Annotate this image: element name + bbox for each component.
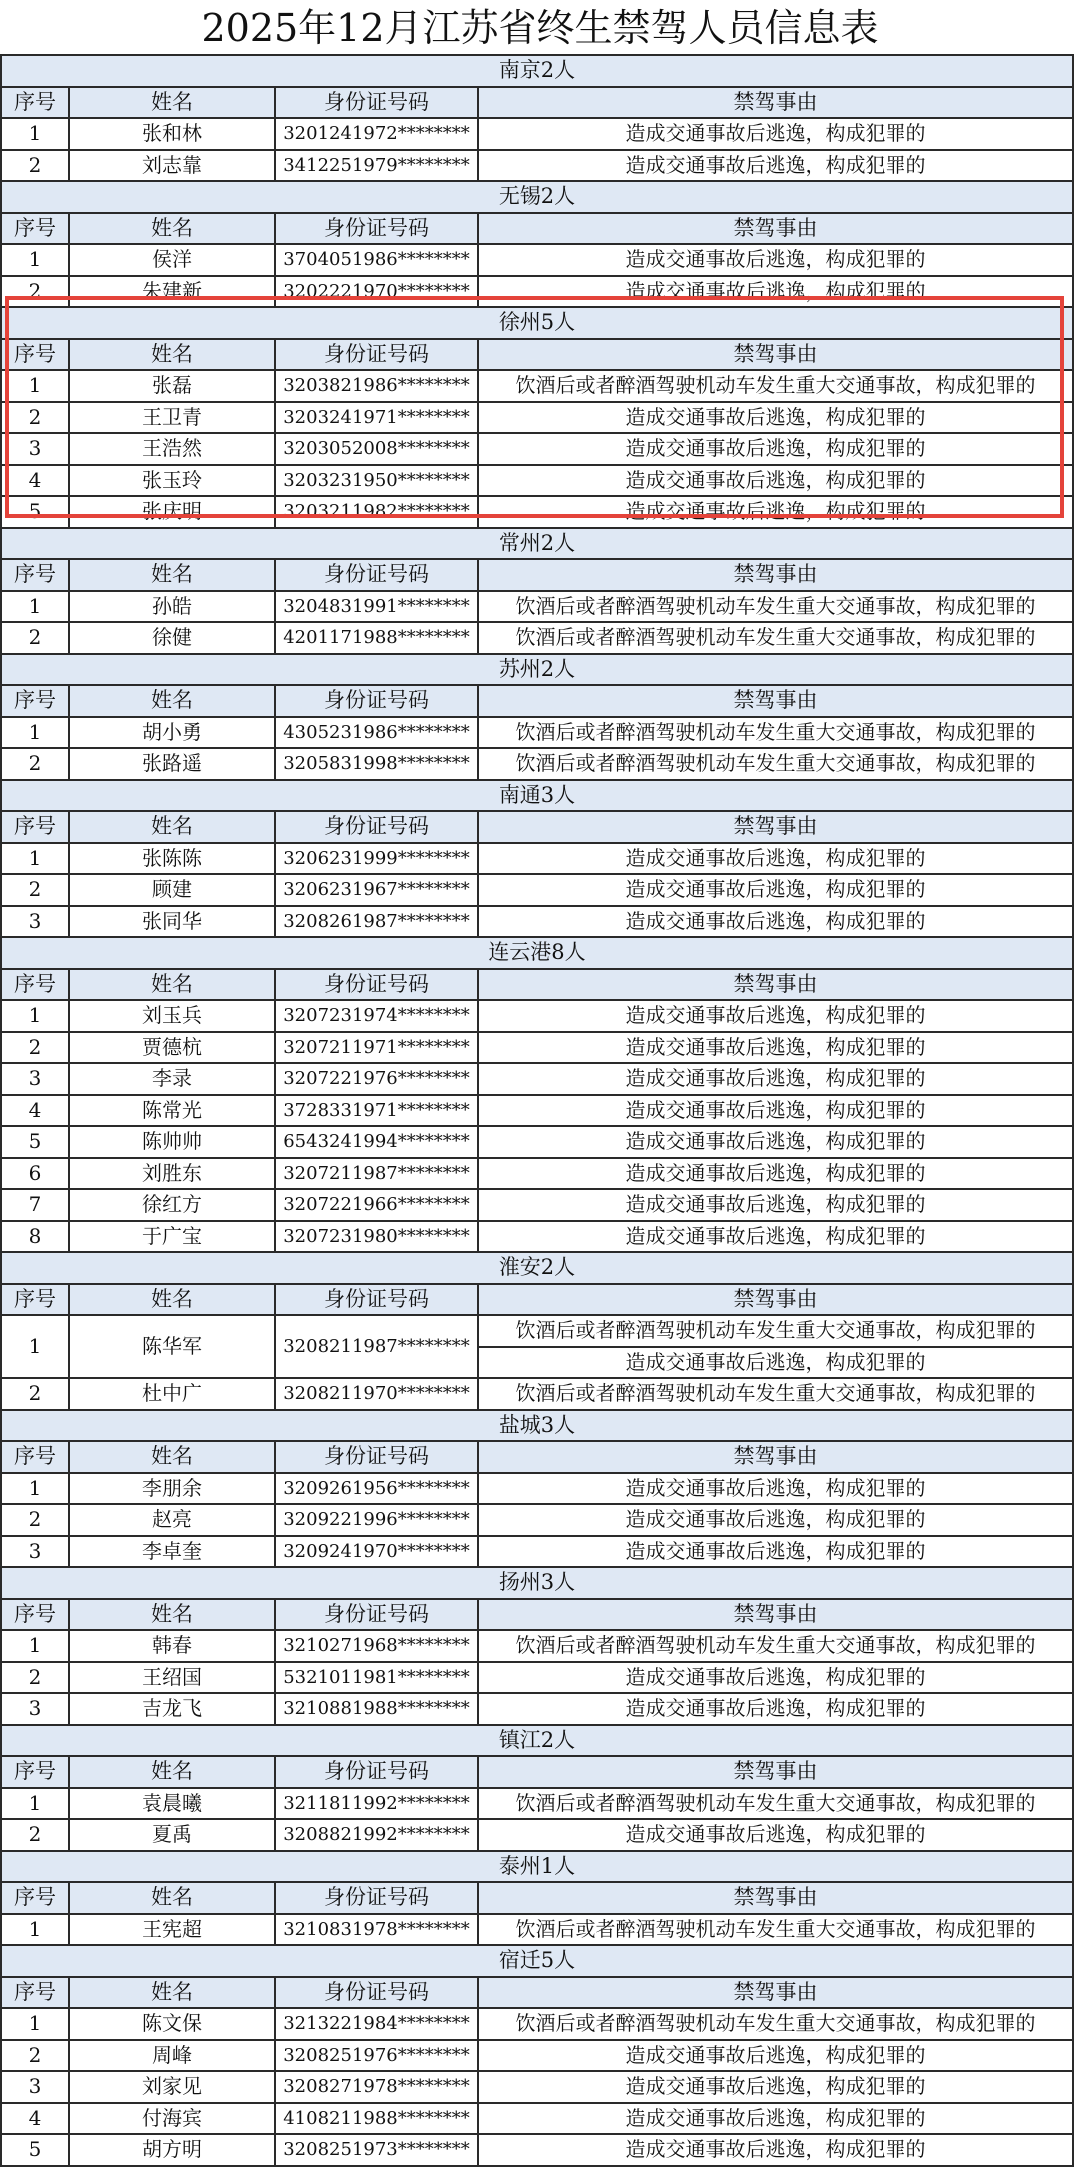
header-name: 姓名	[69, 87, 275, 119]
reason-cell: 造成交通事故后逃逸，构成犯罪的	[478, 496, 1073, 528]
city-header: 连云港8人	[1, 937, 1073, 969]
id-cell: 4305231986********	[275, 717, 478, 749]
header-reason: 禁驾事由	[478, 87, 1073, 119]
table-row	[1, 1158, 1073, 1190]
serial-cell: 7	[1, 1189, 69, 1221]
serial-cell: 1	[1, 1473, 69, 1505]
reason-cell: 造成交通事故后逃逸，构成犯罪的	[478, 1504, 1073, 1536]
city-row	[1, 1725, 1073, 1757]
header-serial: 序号	[1, 1756, 69, 1788]
name-cell: 孙皓	[69, 591, 275, 623]
name-cell: 李朋余	[69, 1473, 275, 1505]
serial-cell: 2	[1, 1662, 69, 1694]
reason-cell: 饮酒后或者醉酒驾驶机动车发生重大交通事故，构成犯罪的	[478, 370, 1073, 402]
id-cell: 3203052008********	[275, 433, 478, 465]
reason-cell: 造成交通事故后逃逸，构成犯罪的	[478, 1662, 1073, 1694]
name-cell: 王宪超	[69, 1914, 275, 1946]
table-row	[1, 717, 1073, 749]
id-cell: 3203211982********	[275, 496, 478, 528]
header-reason: 禁驾事由	[478, 685, 1073, 717]
header-name: 姓名	[69, 213, 275, 245]
serial-cell: 3	[1, 433, 69, 465]
header-id-number: 身份证号码	[275, 1756, 478, 1788]
header-name: 姓名	[69, 1882, 275, 1914]
name-cell: 胡方明	[69, 2134, 275, 2166]
reason-cell: 饮酒后或者醉酒驾驶机动车发生重大交通事故，构成犯罪的	[478, 1378, 1073, 1410]
reason-cell: 造成交通事故后逃逸，构成犯罪的	[478, 1000, 1073, 1032]
table-row	[1, 1032, 1073, 1064]
id-cell: 3208251976********	[275, 2040, 478, 2072]
name-cell: 张路遥	[69, 748, 275, 780]
id-cell: 4201171988********	[275, 622, 478, 654]
city-row	[1, 1945, 1073, 1977]
city-header: 无锡2人	[1, 181, 1073, 213]
id-cell: 3207231974********	[275, 1000, 478, 1032]
id-cell: 3203241971********	[275, 402, 478, 434]
name-cell: 张磊	[69, 370, 275, 402]
header-name: 姓名	[69, 811, 275, 843]
reason-cell: 饮酒后或者醉酒驾驶机动车发生重大交通事故，构成犯罪的	[478, 1630, 1073, 1662]
serial-cell: 1	[1, 244, 69, 276]
name-cell: 陈文保	[69, 2008, 275, 2040]
name-cell: 张同华	[69, 906, 275, 938]
reason-cell: 造成交通事故后逃逸，构成犯罪的	[478, 2040, 1073, 2072]
serial-cell: 1	[1, 1788, 69, 1820]
table-row	[1, 1630, 1073, 1662]
city-row	[1, 780, 1073, 812]
header-name: 姓名	[69, 685, 275, 717]
serial-cell: 4	[1, 2103, 69, 2135]
id-cell: 3207211971********	[275, 1032, 478, 1064]
header-id-number: 身份证号码	[275, 1882, 478, 1914]
ban-table-wrapper	[0, 54, 1074, 2167]
header-reason: 禁驾事由	[478, 1977, 1073, 2009]
city-row	[1, 1410, 1073, 1442]
column-header-row	[1, 87, 1073, 119]
reason-cell: 饮酒后或者醉酒驾驶机动车发生重大交通事故，构成犯罪的	[478, 622, 1073, 654]
id-cell: 5321011981********	[275, 1662, 478, 1694]
header-reason: 禁驾事由	[478, 339, 1073, 371]
column-header-row	[1, 1599, 1073, 1631]
name-cell: 刘胜东	[69, 1158, 275, 1190]
city-row	[1, 1567, 1073, 1599]
reason-cell: 饮酒后或者醉酒驾驶机动车发生重大交通事故，构成犯罪的	[478, 1788, 1073, 1820]
header-serial: 序号	[1, 213, 69, 245]
reason-cell: 造成交通事故后逃逸，构成犯罪的	[478, 1189, 1073, 1221]
name-cell: 张玉玲	[69, 465, 275, 497]
name-cell: 张和林	[69, 118, 275, 150]
name-cell: 王浩然	[69, 433, 275, 465]
header-serial: 序号	[1, 1882, 69, 1914]
city-header: 徐州5人	[1, 307, 1073, 339]
name-cell: 刘家见	[69, 2071, 275, 2103]
header-serial: 序号	[1, 1599, 69, 1631]
header-serial: 序号	[1, 969, 69, 1001]
table-row	[1, 370, 1073, 402]
header-name: 姓名	[69, 969, 275, 1001]
name-cell: 张陈陈	[69, 843, 275, 875]
name-cell: 韩春	[69, 1630, 275, 1662]
name-cell: 杜中广	[69, 1378, 275, 1410]
city-row	[1, 307, 1073, 339]
column-header-row	[1, 1284, 1073, 1316]
reason-cell: 造成交通事故后逃逸，构成犯罪的	[478, 1221, 1073, 1253]
id-cell: 3209261956********	[275, 1473, 478, 1505]
reason-cell: 造成交通事故后逃逸，构成犯罪的	[478, 843, 1073, 875]
header-id-number: 身份证号码	[275, 559, 478, 591]
name-cell: 王绍国	[69, 1662, 275, 1694]
city-row	[1, 181, 1073, 213]
city-row	[1, 654, 1073, 686]
name-cell: 侯洋	[69, 244, 275, 276]
header-id-number: 身份证号码	[275, 811, 478, 843]
reason-cell: 造成交通事故后逃逸，构成犯罪的	[478, 465, 1073, 497]
serial-cell: 1	[1, 1914, 69, 1946]
id-cell: 3210881988********	[275, 1693, 478, 1725]
name-cell: 刘玉兵	[69, 1000, 275, 1032]
city-row	[1, 55, 1073, 87]
name-cell: 夏禹	[69, 1819, 275, 1851]
header-serial: 序号	[1, 811, 69, 843]
name-cell: 徐健	[69, 622, 275, 654]
name-cell: 陈常光	[69, 1095, 275, 1127]
serial-cell: 2	[1, 1819, 69, 1851]
table-row	[1, 1504, 1073, 1536]
id-cell: 3209221996********	[275, 1504, 478, 1536]
header-serial: 序号	[1, 1441, 69, 1473]
column-header-row	[1, 685, 1073, 717]
id-cell: 3206231967********	[275, 874, 478, 906]
reason-cell: 造成交通事故后逃逸，构成犯罪的	[478, 276, 1073, 308]
header-name: 姓名	[69, 339, 275, 371]
column-header-row	[1, 1882, 1073, 1914]
table-row	[1, 1095, 1073, 1127]
name-cell: 陈华军	[69, 1315, 275, 1378]
id-cell: 3201241972********	[275, 118, 478, 150]
serial-cell: 1	[1, 1630, 69, 1662]
reason-cell: 饮酒后或者醉酒驾驶机动车发生重大交通事故，构成犯罪的	[478, 1914, 1073, 1946]
header-id-number: 身份证号码	[275, 685, 478, 717]
table-row	[1, 906, 1073, 938]
table-row	[1, 1000, 1073, 1032]
serial-cell: 2	[1, 1032, 69, 1064]
table-row	[1, 1221, 1073, 1253]
city-header: 镇江2人	[1, 1725, 1073, 1757]
name-cell: 李录	[69, 1063, 275, 1095]
column-header-row	[1, 811, 1073, 843]
ban-table	[0, 54, 1074, 2167]
column-header-row	[1, 339, 1073, 371]
reason-cell: 造成交通事故后逃逸，构成犯罪的	[478, 1536, 1073, 1568]
table-row	[1, 2008, 1073, 2040]
table-row	[1, 2071, 1073, 2103]
header-id-number: 身份证号码	[275, 969, 478, 1001]
id-cell: 3202221970********	[275, 276, 478, 308]
column-header-row	[1, 1756, 1073, 1788]
serial-cell: 2	[1, 1378, 69, 1410]
reason-cell: 造成交通事故后逃逸，构成犯罪的	[478, 2103, 1073, 2135]
table-row	[1, 2040, 1073, 2072]
id-cell: 3210271968********	[275, 1630, 478, 1662]
serial-cell: 6	[1, 1158, 69, 1190]
table-row	[1, 402, 1073, 434]
header-id-number: 身份证号码	[275, 1599, 478, 1631]
table-row	[1, 843, 1073, 875]
header-serial: 序号	[1, 87, 69, 119]
header-serial: 序号	[1, 559, 69, 591]
column-header-row	[1, 969, 1073, 1001]
table-row	[1, 1788, 1073, 1820]
header-serial: 序号	[1, 339, 69, 371]
name-cell: 王卫青	[69, 402, 275, 434]
name-cell: 胡小勇	[69, 717, 275, 749]
id-cell: 3207231980********	[275, 1221, 478, 1253]
id-cell: 3208211970********	[275, 1378, 478, 1410]
id-cell: 3728331971********	[275, 1095, 478, 1127]
table-row	[1, 622, 1073, 654]
table-row	[1, 1126, 1073, 1158]
reason-cell: 造成交通事故后逃逸，构成犯罪的	[478, 2134, 1073, 2166]
header-name: 姓名	[69, 1441, 275, 1473]
reason-cell: 饮酒后或者醉酒驾驶机动车发生重大交通事故，构成犯罪的	[478, 591, 1073, 623]
serial-cell: 2	[1, 276, 69, 308]
column-header-row	[1, 213, 1073, 245]
serial-cell: 2	[1, 150, 69, 182]
id-cell: 3211811992********	[275, 1788, 478, 1820]
table-row	[1, 1662, 1073, 1694]
table-row	[1, 591, 1073, 623]
id-cell: 3213221984********	[275, 2008, 478, 2040]
reason-cell: 造成交通事故后逃逸，构成犯罪的	[478, 244, 1073, 276]
serial-cell: 1	[1, 1315, 69, 1378]
serial-cell: 2	[1, 748, 69, 780]
reason-cell: 造成交通事故后逃逸，构成犯罪的	[478, 2071, 1073, 2103]
serial-cell: 5	[1, 496, 69, 528]
table-row	[1, 874, 1073, 906]
table-row	[1, 1914, 1073, 1946]
city-row	[1, 1252, 1073, 1284]
header-reason: 禁驾事由	[478, 1441, 1073, 1473]
table-row	[1, 118, 1073, 150]
table-row	[1, 1473, 1073, 1505]
serial-cell: 2	[1, 402, 69, 434]
table-row	[1, 1063, 1073, 1095]
reason-cell: 造成交通事故后逃逸，构成犯罪的	[478, 1473, 1073, 1505]
serial-cell: 1	[1, 1000, 69, 1032]
id-cell: 3208821992********	[275, 1819, 478, 1851]
header-reason: 禁驾事由	[478, 1882, 1073, 1914]
table-row	[1, 1315, 1073, 1347]
name-cell: 周峰	[69, 2040, 275, 2072]
id-cell: 6543241994********	[275, 1126, 478, 1158]
table-row	[1, 150, 1073, 182]
serial-cell: 1	[1, 2008, 69, 2040]
serial-cell: 8	[1, 1221, 69, 1253]
header-reason: 禁驾事由	[478, 559, 1073, 591]
table-row	[1, 496, 1073, 528]
reason-cell: 造成交通事故后逃逸，构成犯罪的	[478, 402, 1073, 434]
id-cell: 4108211988********	[275, 2103, 478, 2135]
table-row	[1, 1189, 1073, 1221]
table-row	[1, 1819, 1073, 1851]
id-cell: 3412251979********	[275, 150, 478, 182]
table-row	[1, 1693, 1073, 1725]
header-serial: 序号	[1, 1284, 69, 1316]
name-cell: 徐红方	[69, 1189, 275, 1221]
id-cell: 3210831978********	[275, 1914, 478, 1946]
table-row	[1, 1536, 1073, 1568]
serial-cell: 3	[1, 906, 69, 938]
id-cell: 3203821986********	[275, 370, 478, 402]
city-header: 盐城3人	[1, 1410, 1073, 1442]
city-header: 淮安2人	[1, 1252, 1073, 1284]
name-cell: 朱建新	[69, 276, 275, 308]
city-header: 泰州1人	[1, 1851, 1073, 1883]
city-header: 常州2人	[1, 528, 1073, 560]
serial-cell: 5	[1, 2134, 69, 2166]
reason-cell: 饮酒后或者醉酒驾驶机动车发生重大交通事故，构成犯罪的	[478, 2008, 1073, 2040]
serial-cell: 5	[1, 1126, 69, 1158]
id-cell: 3207221966********	[275, 1189, 478, 1221]
serial-cell: 1	[1, 118, 69, 150]
serial-cell: 3	[1, 1063, 69, 1095]
id-cell: 3704051986********	[275, 244, 478, 276]
name-cell: 刘志靠	[69, 150, 275, 182]
table-row	[1, 748, 1073, 780]
id-cell: 3209241970********	[275, 1536, 478, 1568]
city-header: 扬州3人	[1, 1567, 1073, 1599]
serial-cell: 4	[1, 1095, 69, 1127]
name-cell: 陈帅帅	[69, 1126, 275, 1158]
header-id-number: 身份证号码	[275, 339, 478, 371]
serial-cell: 2	[1, 1504, 69, 1536]
header-id-number: 身份证号码	[275, 1284, 478, 1316]
table-row	[1, 433, 1073, 465]
reason-cell: 饮酒后或者醉酒驾驶机动车发生重大交通事故，构成犯罪的	[478, 1315, 1073, 1347]
city-row	[1, 937, 1073, 969]
table-row	[1, 1378, 1073, 1410]
name-cell: 赵亮	[69, 1504, 275, 1536]
table-row	[1, 2103, 1073, 2135]
header-id-number: 身份证号码	[275, 1977, 478, 2009]
reason-cell: 造成交通事故后逃逸，构成犯罪的	[478, 150, 1073, 182]
reason-cell: 造成交通事故后逃逸，构成犯罪的	[478, 1693, 1073, 1725]
id-cell: 3207211987********	[275, 1158, 478, 1190]
city-row	[1, 528, 1073, 560]
header-reason: 禁驾事由	[478, 1756, 1073, 1788]
reason-cell: 饮酒后或者醉酒驾驶机动车发生重大交通事故，构成犯罪的	[478, 717, 1073, 749]
table-row	[1, 2134, 1073, 2166]
reason-cell: 饮酒后或者醉酒驾驶机动车发生重大交通事故，构成犯罪的	[478, 748, 1073, 780]
reason-cell: 造成交通事故后逃逸，构成犯罪的	[478, 1126, 1073, 1158]
reason-cell: 造成交通事故后逃逸，构成犯罪的	[478, 1063, 1073, 1095]
reason-cell: 造成交通事故后逃逸，构成犯罪的	[478, 906, 1073, 938]
header-id-number: 身份证号码	[275, 1441, 478, 1473]
header-reason: 禁驾事由	[478, 213, 1073, 245]
header-name: 姓名	[69, 559, 275, 591]
table-row	[1, 465, 1073, 497]
id-cell: 3206231999********	[275, 843, 478, 875]
id-cell: 3207221976********	[275, 1063, 478, 1095]
name-cell: 张庆明	[69, 496, 275, 528]
serial-cell: 2	[1, 2040, 69, 2072]
serial-cell: 2	[1, 622, 69, 654]
id-cell: 3208271978********	[275, 2071, 478, 2103]
header-reason: 禁驾事由	[478, 1284, 1073, 1316]
serial-cell: 3	[1, 1693, 69, 1725]
id-cell: 3205831998********	[275, 748, 478, 780]
reason-cell: 造成交通事故后逃逸，构成犯罪的	[478, 874, 1073, 906]
reason-cell: 造成交通事故后逃逸，构成犯罪的	[478, 1032, 1073, 1064]
serial-cell: 2	[1, 874, 69, 906]
header-name: 姓名	[69, 1599, 275, 1631]
column-header-row	[1, 1977, 1073, 2009]
serial-cell: 1	[1, 370, 69, 402]
name-cell: 付海宾	[69, 2103, 275, 2135]
reason-cell: 造成交通事故后逃逸，构成犯罪的	[478, 1095, 1073, 1127]
city-row	[1, 1851, 1073, 1883]
header-serial: 序号	[1, 1977, 69, 2009]
reason-cell: 造成交通事故后逃逸，构成犯罪的	[478, 1158, 1073, 1190]
serial-cell: 1	[1, 591, 69, 623]
column-header-row	[1, 559, 1073, 591]
table-row	[1, 276, 1073, 308]
city-header: 宿迁5人	[1, 1945, 1073, 1977]
serial-cell: 1	[1, 843, 69, 875]
name-cell: 袁晨曦	[69, 1788, 275, 1820]
serial-cell: 4	[1, 465, 69, 497]
header-name: 姓名	[69, 1284, 275, 1316]
page-title: 2025年12月江苏省终生禁驾人员信息表	[201, 6, 879, 50]
name-cell: 顾建	[69, 874, 275, 906]
header-reason: 禁驾事由	[478, 811, 1073, 843]
city-header: 南京2人	[1, 55, 1073, 87]
city-header: 苏州2人	[1, 654, 1073, 686]
id-cell: 3208261987********	[275, 906, 478, 938]
serial-cell: 1	[1, 717, 69, 749]
reason-cell: 造成交通事故后逃逸，构成犯罪的	[478, 1347, 1073, 1379]
header-name: 姓名	[69, 1977, 275, 2009]
name-cell: 李卓奎	[69, 1536, 275, 1568]
id-cell: 3208251973********	[275, 2134, 478, 2166]
serial-cell: 3	[1, 2071, 69, 2103]
id-cell: 3204831991********	[275, 591, 478, 623]
city-header: 南通3人	[1, 780, 1073, 812]
header-id-number: 身份证号码	[275, 87, 478, 119]
serial-cell: 3	[1, 1536, 69, 1568]
column-header-row	[1, 1441, 1073, 1473]
reason-cell: 造成交通事故后逃逸，构成犯罪的	[478, 1819, 1073, 1851]
reason-cell: 造成交通事故后逃逸，构成犯罪的	[478, 433, 1073, 465]
table-row	[1, 244, 1073, 276]
reason-cell: 造成交通事故后逃逸，构成犯罪的	[478, 118, 1073, 150]
name-cell: 吉龙飞	[69, 1693, 275, 1725]
id-cell: 3203231950********	[275, 465, 478, 497]
name-cell: 贾德杭	[69, 1032, 275, 1064]
name-cell: 于广宝	[69, 1221, 275, 1253]
header-id-number: 身份证号码	[275, 213, 478, 245]
header-serial: 序号	[1, 685, 69, 717]
id-cell: 3208211987********	[275, 1315, 478, 1378]
header-reason: 禁驾事由	[478, 1599, 1073, 1631]
header-reason: 禁驾事由	[478, 969, 1073, 1001]
header-name: 姓名	[69, 1756, 275, 1788]
